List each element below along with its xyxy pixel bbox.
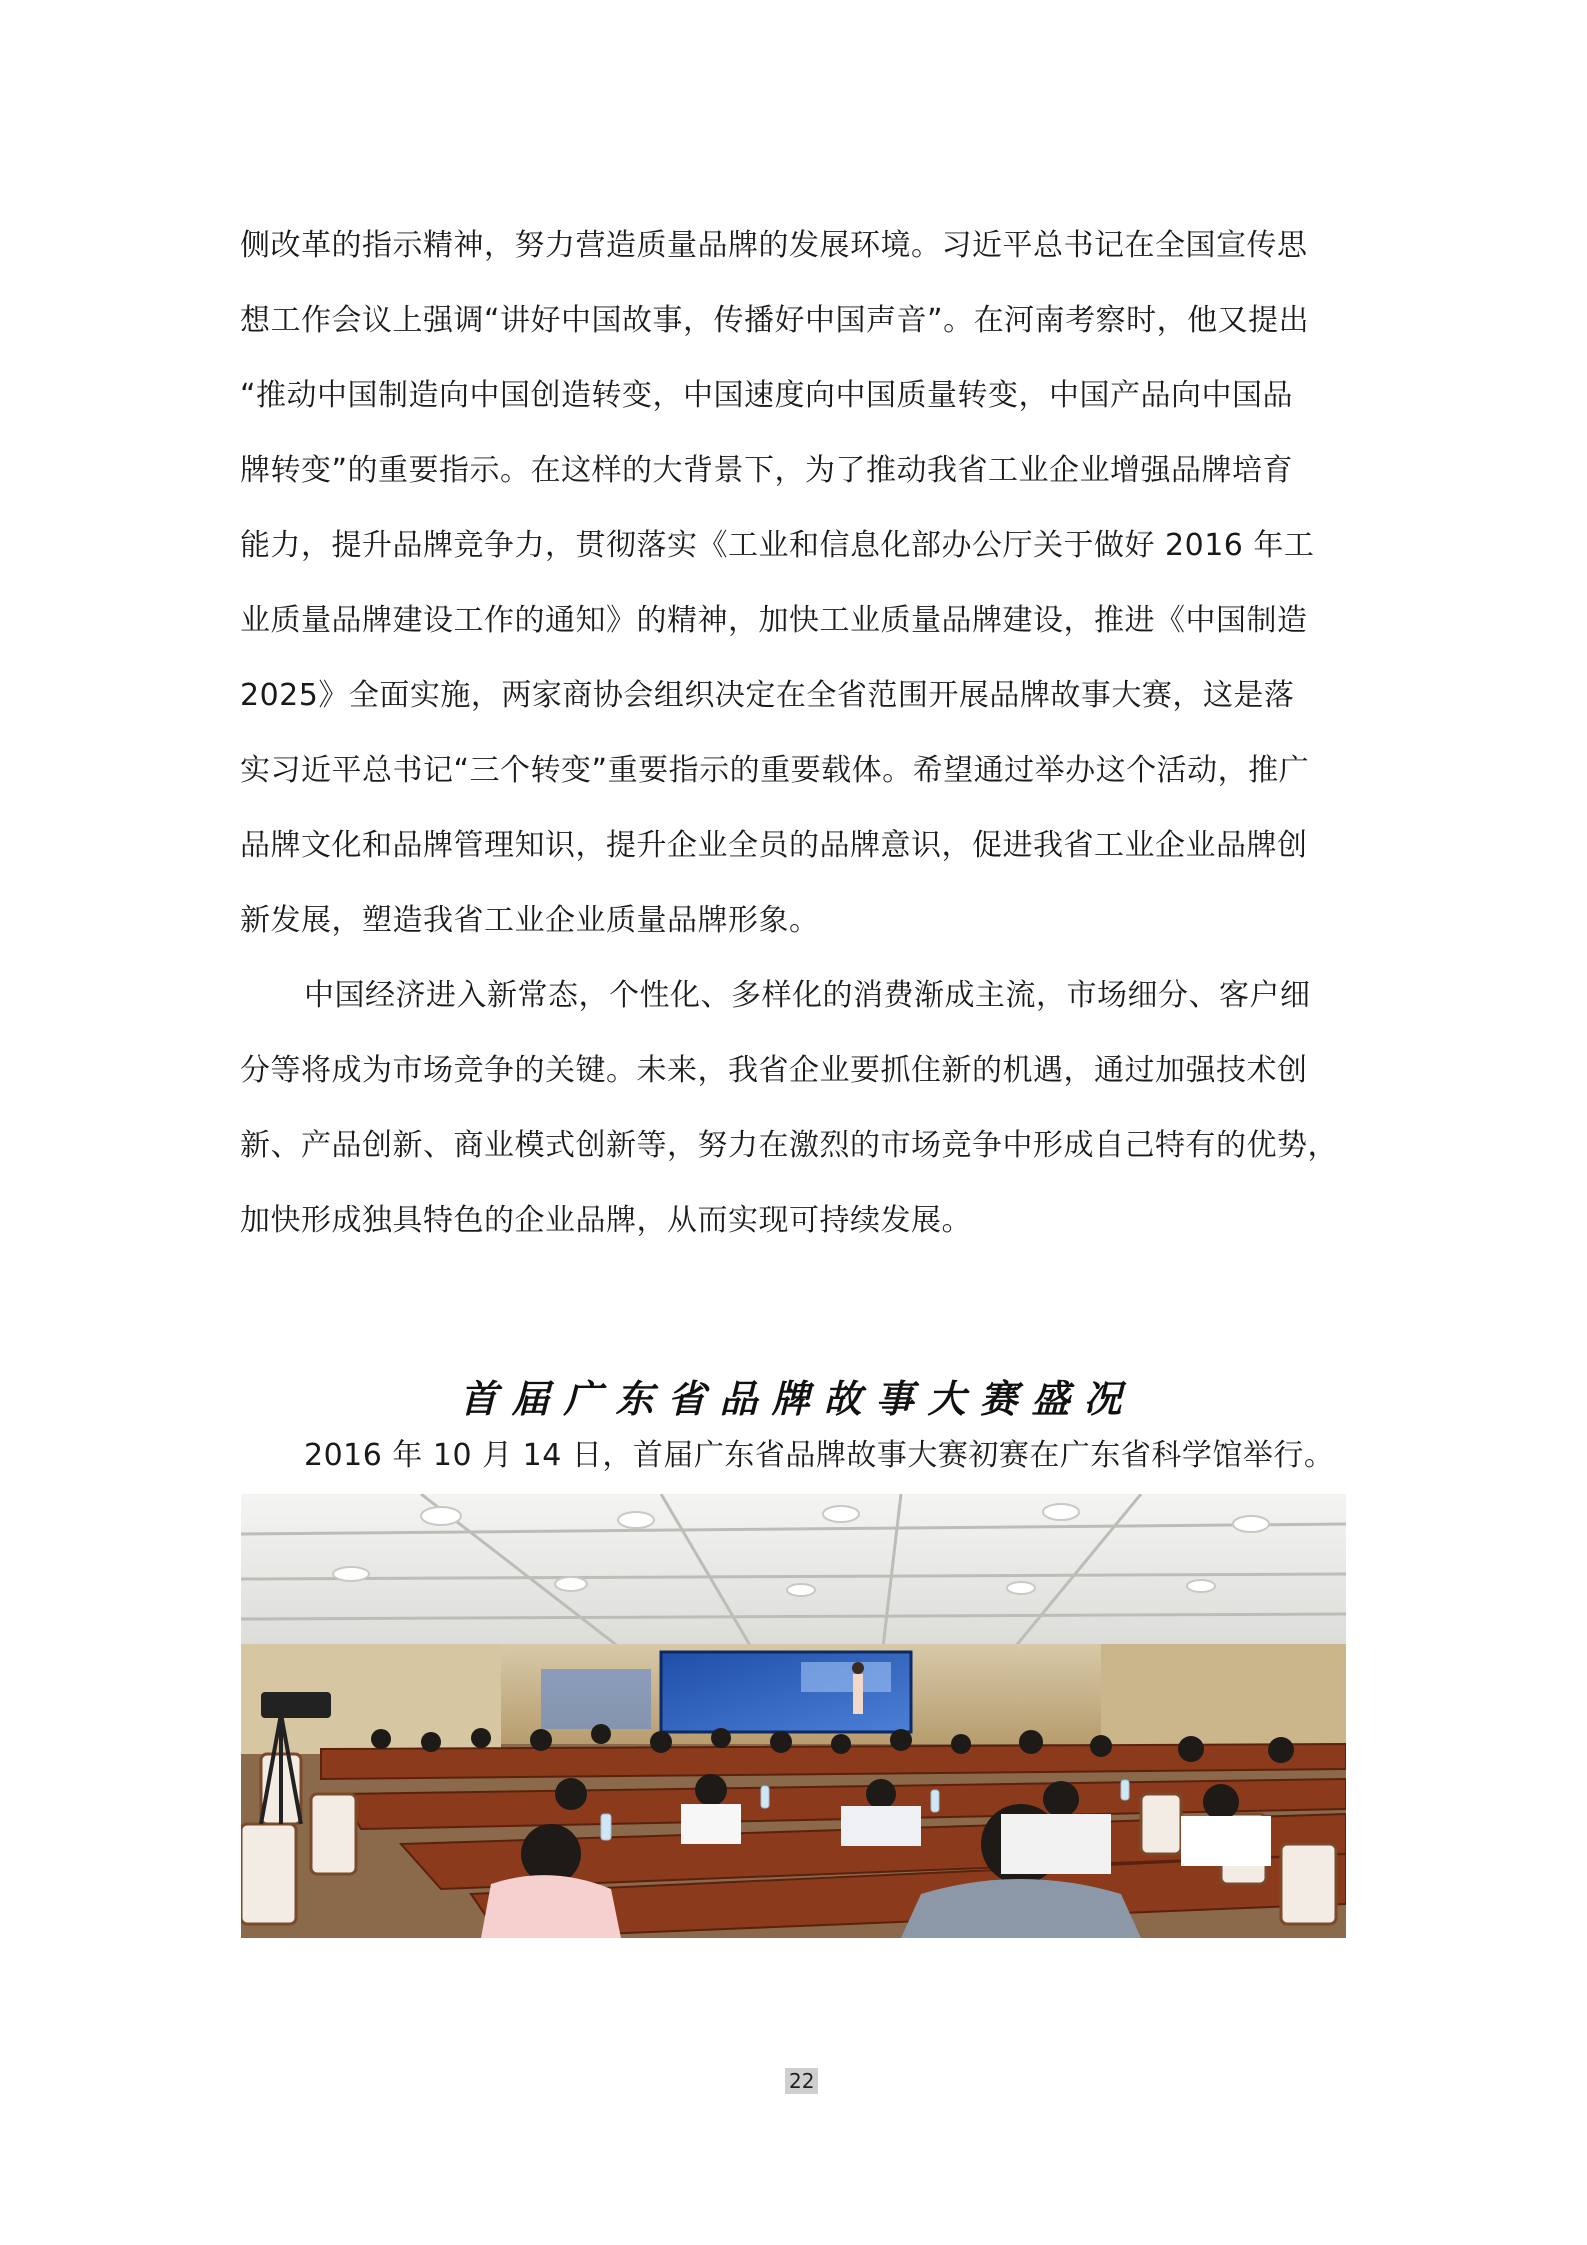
text-line: 牌转变”的重要指示。在这样的大背景下，为了推动我省工业企业增强品牌培育 (240, 453, 1294, 488)
text-line: 中国经济进入新常态，个性化、多样化的消费渐成主流，市场细分、客户细 (304, 978, 1311, 1013)
text-line: 2025》全面实施，两家商协会组织决定在全省范围开展品牌故事大赛，这是落 (240, 678, 1295, 713)
conference-photo (241, 1494, 1346, 1938)
photo-caption: 2016 年 10 月 14 日，首届广东省品牌故事大赛初赛在广东省科学馆举行。 (304, 1438, 1335, 1473)
text-line: 想工作会议上强调“讲好中国故事，传播好中国声音”。在河南考察时，他又提出 (240, 303, 1310, 338)
body-text (240, 208, 1355, 1258)
page-number: 22 (785, 2068, 818, 2094)
text-line: 加快形成独具特色的企业品牌，从而实现可持续发展。 (240, 1203, 972, 1238)
text-line: “推动中国制造向中国创造转变，中国速度向中国质量转变，中国产品向中国品 (240, 378, 1294, 413)
paragraph-1 (240, 208, 1355, 958)
text-line: 实习近平总书记“三个转变”重要指示的重要载体。希望通过举办这个活动，推广 (240, 753, 1310, 788)
text-line: 业质量品牌建设工作的通知》的精神，加快工业质量品牌建设，推进《中国制造 (240, 603, 1308, 638)
text-line: 分等将成为市场竞争的关键。未来，我省企业要抓住新的机遇，通过加强技术创 (240, 1053, 1308, 1088)
section-title: 首届广东省品牌故事大赛盛况 (459, 1376, 1136, 1421)
text-line: 侧改革的指示精神，努力营造质量品牌的发展环境。习近平总书记在全国宣传思 (240, 228, 1308, 263)
paragraph-2 (240, 958, 1355, 1258)
text-line: 新、产品创新、商业模式创新等，努力在激烈的市场竞争中形成自己特有的优势， (240, 1128, 1338, 1163)
text-line: 能力，提升品牌竞争力，贯彻落实《工业和信息化部办公厅关于做好 2016 年工 (240, 528, 1315, 563)
text-line: 品牌文化和品牌管理知识，提升企业全员的品牌意识，促进我省工业企业品牌创 (240, 828, 1308, 863)
text-line: 新发展，塑造我省工业企业质量品牌形象。 (240, 903, 820, 938)
